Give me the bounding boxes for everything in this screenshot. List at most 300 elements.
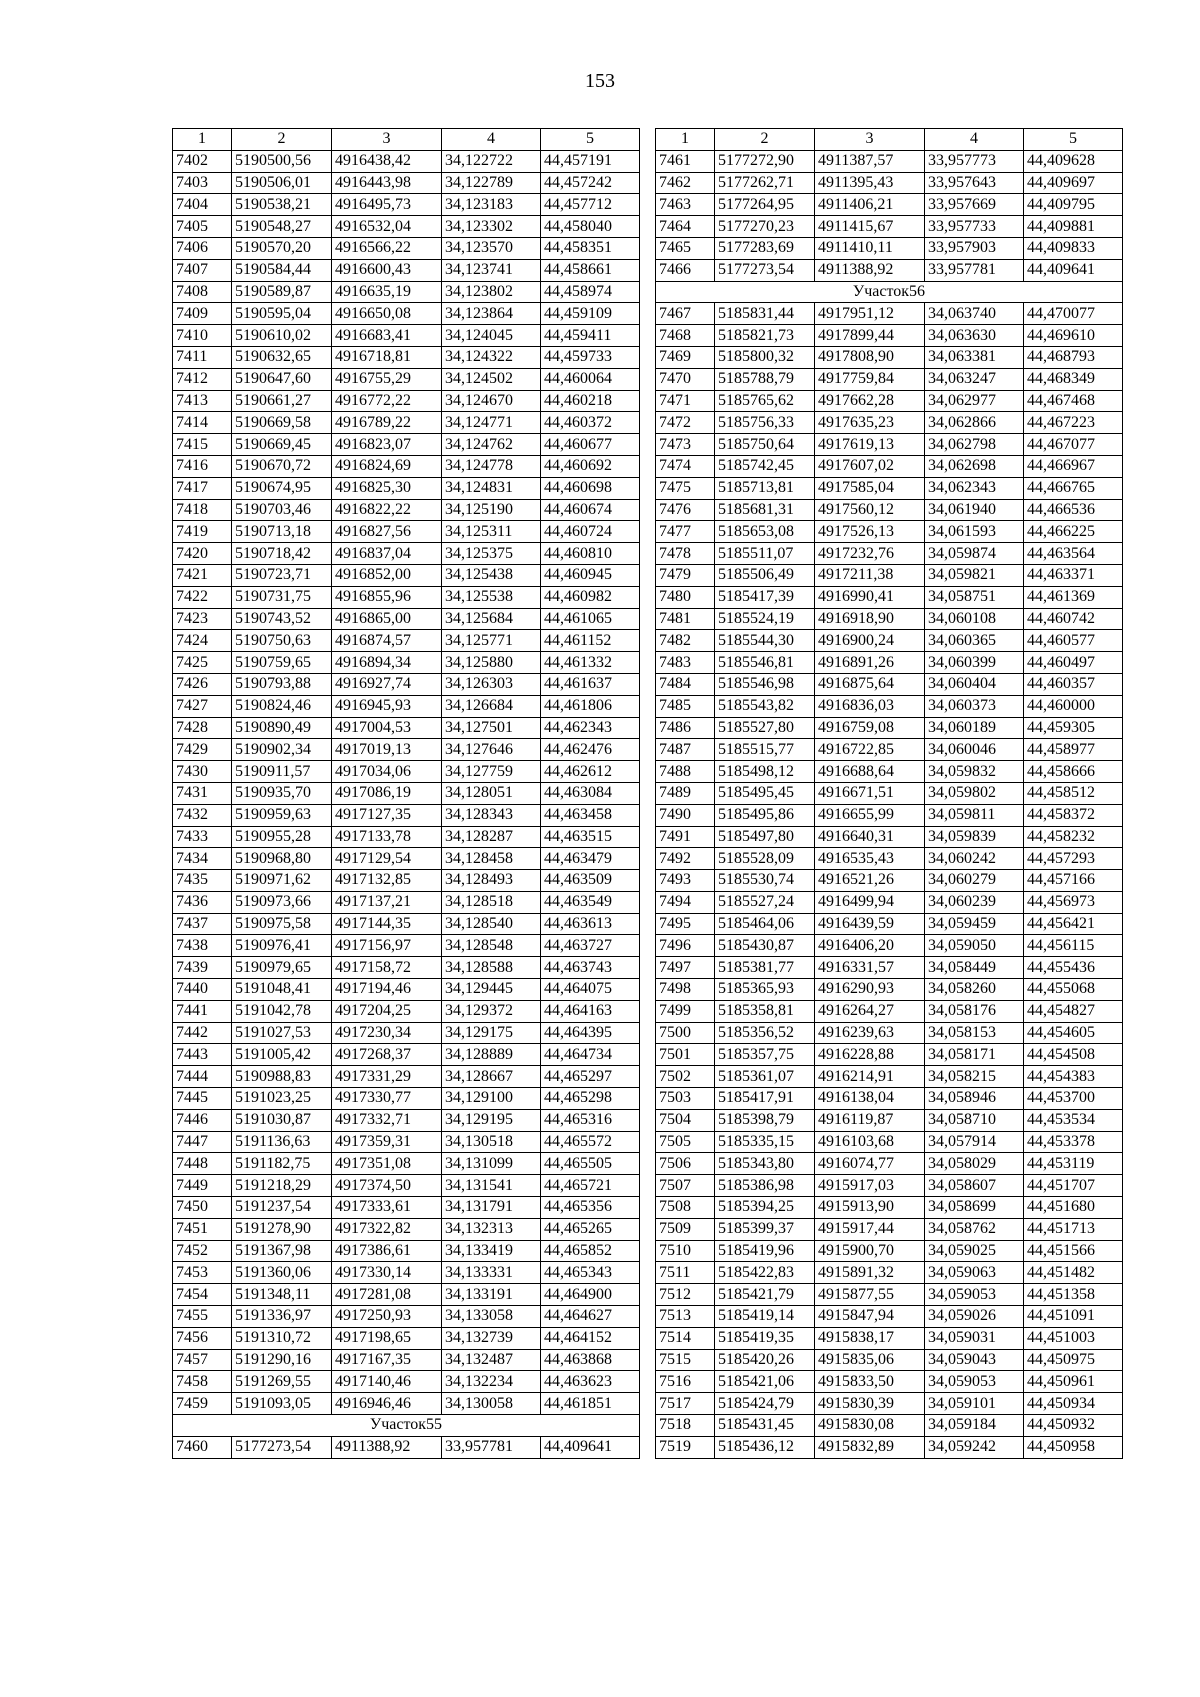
table-cell: 7410 xyxy=(173,325,232,347)
table-cell: 5185653,08 xyxy=(715,521,815,543)
table-cell: 5185424,79 xyxy=(715,1393,815,1415)
table-cell: 4917211,38 xyxy=(815,564,925,586)
table-cell: 44,463727 xyxy=(541,935,640,957)
table-cell: 4915830,08 xyxy=(815,1415,925,1437)
table-cell: 5190703,46 xyxy=(232,499,332,521)
table-row xyxy=(173,891,640,913)
table-row xyxy=(656,194,1123,216)
table-cell: 4916836,03 xyxy=(815,695,925,717)
table-cell: 4917330,77 xyxy=(332,1088,442,1110)
table-cell: 4917019,13 xyxy=(332,739,442,761)
table-cell: 7413 xyxy=(173,390,232,412)
table-cell: 4916074,77 xyxy=(815,1153,925,1175)
table-cell: 7448 xyxy=(173,1153,232,1175)
table-cell: 5190500,56 xyxy=(232,150,332,172)
table-cell: 5190911,57 xyxy=(232,761,332,783)
table-row xyxy=(173,150,640,172)
column-header: 2 xyxy=(232,129,332,151)
table-cell: 5190584,44 xyxy=(232,259,332,281)
table-cell: 5191360,06 xyxy=(232,1262,332,1284)
table-cell: 44,458977 xyxy=(1024,739,1123,761)
table-cell: 5191023,25 xyxy=(232,1088,332,1110)
table-cell: 44,465298 xyxy=(541,1088,640,1110)
table-cell: 7430 xyxy=(173,761,232,783)
table-cell: 5190506,01 xyxy=(232,172,332,194)
table-cell: 44,409628 xyxy=(1024,150,1123,172)
table-cell: 5190976,41 xyxy=(232,935,332,957)
table-cell: 44,457293 xyxy=(1024,848,1123,870)
table-cell: 4916946,46 xyxy=(332,1393,442,1415)
table-cell: 7481 xyxy=(656,608,715,630)
table-cell: 34,128458 xyxy=(442,848,541,870)
table-cell: 44,450961 xyxy=(1024,1371,1123,1393)
table-cell: 34,133419 xyxy=(442,1240,541,1262)
table-cell: 34,128889 xyxy=(442,1044,541,1066)
table-cell: 5185495,86 xyxy=(715,804,815,826)
table-cell: 34,058751 xyxy=(925,586,1024,608)
table-row xyxy=(656,739,1123,761)
table-cell: 4916439,59 xyxy=(815,913,925,935)
table-row xyxy=(173,717,640,739)
table-row xyxy=(656,390,1123,412)
table-row xyxy=(656,237,1123,259)
table-cell: 5177270,23 xyxy=(715,216,815,238)
table-cell: 34,061940 xyxy=(925,499,1024,521)
table-cell: 34,124831 xyxy=(442,477,541,499)
table-cell: 7471 xyxy=(656,390,715,412)
table-row xyxy=(173,499,640,521)
table-cell: 34,122722 xyxy=(442,150,541,172)
table-cell: 34,125190 xyxy=(442,499,541,521)
table-cell: 5190632,65 xyxy=(232,346,332,368)
table-cell: 34,059874 xyxy=(925,543,1024,565)
table-cell: 5191237,54 xyxy=(232,1197,332,1219)
table-cell: 34,125311 xyxy=(442,521,541,543)
table-cell: 44,460064 xyxy=(541,368,640,390)
table-cell: 4916521,26 xyxy=(815,870,925,892)
table-cell: 4916722,85 xyxy=(815,739,925,761)
table-cell: 34,059050 xyxy=(925,935,1024,957)
table-cell: 44,457166 xyxy=(1024,870,1123,892)
table-cell: 5185419,35 xyxy=(715,1327,815,1349)
table-row xyxy=(173,194,640,216)
table-row xyxy=(173,979,640,1001)
table-cell: 44,451707 xyxy=(1024,1175,1123,1197)
table-row xyxy=(656,608,1123,630)
table-cell: 4916759,08 xyxy=(815,717,925,739)
table-cell: 7501 xyxy=(656,1044,715,1066)
table-cell: 4917330,14 xyxy=(332,1262,442,1284)
table-cell: 44,453119 xyxy=(1024,1153,1123,1175)
table-row xyxy=(173,673,640,695)
table-cell: 5185419,96 xyxy=(715,1240,815,1262)
table-cell: 44,460218 xyxy=(541,390,640,412)
table-cell: 44,465343 xyxy=(541,1262,640,1284)
table-cell: 44,462343 xyxy=(541,717,640,739)
table-row xyxy=(173,913,640,935)
table-cell: 44,454605 xyxy=(1024,1022,1123,1044)
table-cell: 7515 xyxy=(656,1349,715,1371)
table-cell: 34,059811 xyxy=(925,804,1024,826)
table-cell: 5185831,44 xyxy=(715,303,815,325)
table-row xyxy=(656,499,1123,521)
table-cell: 7418 xyxy=(173,499,232,521)
table-cell: 7492 xyxy=(656,848,715,870)
table-cell: 7424 xyxy=(173,630,232,652)
table-cell: 44,463509 xyxy=(541,870,640,892)
table-cell: 4917144,35 xyxy=(332,913,442,935)
table-cell: 44,450934 xyxy=(1024,1393,1123,1415)
table-cell: 7432 xyxy=(173,804,232,826)
table-cell: 34,124322 xyxy=(442,346,541,368)
table-cell: 44,465356 xyxy=(541,1197,640,1219)
table-cell: 5185713,81 xyxy=(715,477,815,499)
table-cell: 34,060279 xyxy=(925,870,1024,892)
table-cell: 44,451003 xyxy=(1024,1327,1123,1349)
table-row xyxy=(173,1349,640,1371)
table-cell: 34,124670 xyxy=(442,390,541,412)
table-row xyxy=(656,804,1123,826)
table-cell: 5185530,74 xyxy=(715,870,815,892)
table-cell: 7431 xyxy=(173,782,232,804)
table-cell: 7415 xyxy=(173,434,232,456)
table-cell: 44,463743 xyxy=(541,957,640,979)
table-cell: 7427 xyxy=(173,695,232,717)
table-cell: 33,957781 xyxy=(925,259,1024,281)
table-cell: 34,062866 xyxy=(925,412,1024,434)
table-cell: 44,458040 xyxy=(541,216,640,238)
table-cell: 7516 xyxy=(656,1371,715,1393)
table-row xyxy=(656,455,1123,477)
table-cell: 4916755,29 xyxy=(332,368,442,390)
table-row xyxy=(656,717,1123,739)
table-cell: 44,456973 xyxy=(1024,891,1123,913)
table-row xyxy=(656,1022,1123,1044)
table-cell: 34,128518 xyxy=(442,891,541,913)
table-cell: 5191269,55 xyxy=(232,1371,332,1393)
table-cell: 34,124771 xyxy=(442,412,541,434)
table-cell: 44,463549 xyxy=(541,891,640,913)
table-row xyxy=(656,216,1123,238)
table-cell: 34,060404 xyxy=(925,673,1024,695)
table-cell: 7480 xyxy=(656,586,715,608)
table-cell: 34,124045 xyxy=(442,325,541,347)
table-cell: 4916566,22 xyxy=(332,237,442,259)
table-row xyxy=(656,303,1123,325)
table-cell: 5190670,72 xyxy=(232,455,332,477)
table-cell: 34,122789 xyxy=(442,172,541,194)
table-cell: 5185800,32 xyxy=(715,346,815,368)
table-cell: 34,062698 xyxy=(925,455,1024,477)
table-cell: 33,957733 xyxy=(925,216,1024,238)
table-cell: 7423 xyxy=(173,608,232,630)
section-title: Участок55 xyxy=(173,1415,640,1437)
table-cell: 5190718,42 xyxy=(232,543,332,565)
table-cell: 34,128287 xyxy=(442,826,541,848)
table-cell: 4916823,07 xyxy=(332,434,442,456)
table-cell: 7478 xyxy=(656,543,715,565)
table-cell: 7444 xyxy=(173,1066,232,1088)
table-cell: 4916789,22 xyxy=(332,412,442,434)
table-row xyxy=(173,1066,640,1088)
table-row xyxy=(656,150,1123,172)
table-cell: 7457 xyxy=(173,1349,232,1371)
table-cell: 5190793,88 xyxy=(232,673,332,695)
table-cell: 34,058029 xyxy=(925,1153,1024,1175)
table-cell: 7505 xyxy=(656,1131,715,1153)
table-cell: 34,126684 xyxy=(442,695,541,717)
table-row xyxy=(656,1218,1123,1240)
table-cell: 7443 xyxy=(173,1044,232,1066)
table-cell: 4917808,90 xyxy=(815,346,925,368)
table-cell: 34,125538 xyxy=(442,586,541,608)
table-cell: 5190975,58 xyxy=(232,913,332,935)
table-cell: 44,451566 xyxy=(1024,1240,1123,1262)
table-cell: 34,058762 xyxy=(925,1218,1024,1240)
table-cell: 34,126303 xyxy=(442,673,541,695)
table-row xyxy=(173,1284,640,1306)
table-row xyxy=(656,1327,1123,1349)
table-cell: 34,129100 xyxy=(442,1088,541,1110)
table-cell: 34,131541 xyxy=(442,1175,541,1197)
table-cell: 44,458512 xyxy=(1024,782,1123,804)
table-row xyxy=(656,368,1123,390)
table-cell: 4911406,21 xyxy=(815,194,925,216)
table-cell: 4917137,21 xyxy=(332,891,442,913)
table-cell: 34,063630 xyxy=(925,325,1024,347)
table-cell: 44,461851 xyxy=(541,1393,640,1415)
table-cell: 7409 xyxy=(173,303,232,325)
table-cell: 44,463623 xyxy=(541,1371,640,1393)
table-cell: 4916103,68 xyxy=(815,1131,925,1153)
table-cell: 4915847,94 xyxy=(815,1306,925,1328)
table-row xyxy=(656,630,1123,652)
table-row xyxy=(656,586,1123,608)
table-cell: 34,059101 xyxy=(925,1393,1024,1415)
table-row xyxy=(173,564,640,586)
table-row xyxy=(656,543,1123,565)
table-cell: 4916499,94 xyxy=(815,891,925,913)
table-row xyxy=(173,368,640,390)
table-cell: 4917359,31 xyxy=(332,1131,442,1153)
table-cell: 44,454383 xyxy=(1024,1066,1123,1088)
table-row xyxy=(656,1393,1123,1415)
table-cell: 34,133331 xyxy=(442,1262,541,1284)
table-cell: 34,058946 xyxy=(925,1088,1024,1110)
table-cell: 4917899,44 xyxy=(815,325,925,347)
table-cell: 7510 xyxy=(656,1240,715,1262)
table-cell: 7446 xyxy=(173,1109,232,1131)
table-cell: 34,128343 xyxy=(442,804,541,826)
table-cell: 4916438,42 xyxy=(332,150,442,172)
table-cell: 4915838,17 xyxy=(815,1327,925,1349)
table-cell: 44,460372 xyxy=(541,412,640,434)
section-row xyxy=(656,281,1123,303)
table-cell: 5191136,63 xyxy=(232,1131,332,1153)
table-cell: 4915913,90 xyxy=(815,1197,925,1219)
table-cell: 4916640,31 xyxy=(815,826,925,848)
table-cell: 5190610,02 xyxy=(232,325,332,347)
table-cell: 4917167,35 xyxy=(332,1349,442,1371)
table-row xyxy=(656,782,1123,804)
table-cell: 7475 xyxy=(656,477,715,499)
table-cell: 4917194,46 xyxy=(332,979,442,1001)
table-cell: 44,451680 xyxy=(1024,1197,1123,1219)
table-cell: 44,409641 xyxy=(1024,259,1123,281)
table-cell: 7451 xyxy=(173,1218,232,1240)
table-row xyxy=(173,390,640,412)
table-cell: 4916635,19 xyxy=(332,281,442,303)
table-cell: 4916822,22 xyxy=(332,499,442,521)
column-header: 3 xyxy=(332,129,442,151)
table-cell: 34,058699 xyxy=(925,1197,1024,1219)
table-cell: 4916852,00 xyxy=(332,564,442,586)
table-cell: 44,460742 xyxy=(1024,608,1123,630)
table-cell: 4911387,57 xyxy=(815,150,925,172)
table-cell: 44,461152 xyxy=(541,630,640,652)
table-row xyxy=(656,1153,1123,1175)
table-cell: 7466 xyxy=(656,259,715,281)
table-cell: 4916772,22 xyxy=(332,390,442,412)
table-cell: 7474 xyxy=(656,455,715,477)
table-cell: 5185357,75 xyxy=(715,1044,815,1066)
table-cell: 34,128540 xyxy=(442,913,541,935)
table-cell: 7508 xyxy=(656,1197,715,1219)
table-row xyxy=(173,1022,640,1044)
table-cell: 5185544,30 xyxy=(715,630,815,652)
table-cell: 44,464075 xyxy=(541,979,640,1001)
table-cell: 5185543,82 xyxy=(715,695,815,717)
table-cell: 44,451358 xyxy=(1024,1284,1123,1306)
table-cell: 4916683,41 xyxy=(332,325,442,347)
table-cell: 34,060046 xyxy=(925,739,1024,761)
table-cell: 44,460677 xyxy=(541,434,640,456)
table-row xyxy=(173,1240,640,1262)
table-row xyxy=(656,1240,1123,1262)
table-row xyxy=(173,1088,640,1110)
table-row xyxy=(656,826,1123,848)
table-cell: 5185421,06 xyxy=(715,1371,815,1393)
table-cell: 44,456421 xyxy=(1024,913,1123,935)
table-cell: 34,060239 xyxy=(925,891,1024,913)
table-cell: 44,457712 xyxy=(541,194,640,216)
table-cell: 34,132487 xyxy=(442,1349,541,1371)
table-cell: 44,464900 xyxy=(541,1284,640,1306)
table-cell: 34,059832 xyxy=(925,761,1024,783)
table-cell: 4915832,89 xyxy=(815,1436,925,1458)
table-cell: 44,468793 xyxy=(1024,346,1123,368)
table-cell: 34,060242 xyxy=(925,848,1024,870)
table-cell: 4917230,34 xyxy=(332,1022,442,1044)
table-cell: 34,059031 xyxy=(925,1327,1024,1349)
table-cell: 5190743,52 xyxy=(232,608,332,630)
table-cell: 5185430,87 xyxy=(715,935,815,957)
table-cell: 5185515,77 xyxy=(715,739,815,761)
table-cell: 4917281,08 xyxy=(332,1284,442,1306)
table-cell: 7468 xyxy=(656,325,715,347)
table-cell: 4917585,04 xyxy=(815,477,925,499)
table-cell: 34,123741 xyxy=(442,259,541,281)
table-row xyxy=(656,1371,1123,1393)
table-cell: 4916406,20 xyxy=(815,935,925,957)
table-row xyxy=(173,1197,640,1219)
table-cell: 7464 xyxy=(656,216,715,238)
table-cell: 5191005,42 xyxy=(232,1044,332,1066)
table-cell: 44,468349 xyxy=(1024,368,1123,390)
table-cell: 5185358,81 xyxy=(715,1000,815,1022)
table-cell: 34,059053 xyxy=(925,1284,1024,1306)
table-cell: 7470 xyxy=(656,368,715,390)
table-cell: 34,127646 xyxy=(442,739,541,761)
table-cell: 7517 xyxy=(656,1393,715,1415)
table-row xyxy=(656,172,1123,194)
table-cell: 4917351,08 xyxy=(332,1153,442,1175)
table-row xyxy=(173,1153,640,1175)
table-cell: 4916138,04 xyxy=(815,1088,925,1110)
table-cell: 44,459411 xyxy=(541,325,640,347)
table-cell: 4917158,72 xyxy=(332,957,442,979)
table-cell: 4916927,74 xyxy=(332,673,442,695)
table-cell: 5190979,65 xyxy=(232,957,332,979)
table-row xyxy=(173,346,640,368)
table-row xyxy=(656,652,1123,674)
table-row xyxy=(173,782,640,804)
table-cell: 4916918,90 xyxy=(815,608,925,630)
table-cell: 44,450975 xyxy=(1024,1349,1123,1371)
table-cell: 7484 xyxy=(656,673,715,695)
table-cell: 44,465316 xyxy=(541,1109,640,1131)
table-cell: 33,957669 xyxy=(925,194,1024,216)
table-cell: 7421 xyxy=(173,564,232,586)
table-cell: 5185356,52 xyxy=(715,1022,815,1044)
table-cell: 5185420,26 xyxy=(715,1349,815,1371)
table-cell: 44,451482 xyxy=(1024,1262,1123,1284)
table-cell: 5185750,64 xyxy=(715,434,815,456)
table-cell: 34,124762 xyxy=(442,434,541,456)
table-cell: 34,128493 xyxy=(442,870,541,892)
table-cell: 34,058171 xyxy=(925,1044,1024,1066)
table-cell: 34,059242 xyxy=(925,1436,1024,1458)
table-cell: 7438 xyxy=(173,935,232,957)
table-cell: 5185417,91 xyxy=(715,1088,815,1110)
table-cell: 44,409833 xyxy=(1024,237,1123,259)
table-cell: 34,059053 xyxy=(925,1371,1024,1393)
table-row xyxy=(656,761,1123,783)
table-row xyxy=(173,1218,640,1240)
table-cell: 5185335,15 xyxy=(715,1131,815,1153)
table-cell: 4916945,93 xyxy=(332,695,442,717)
table-row xyxy=(656,935,1123,957)
table-cell: 7417 xyxy=(173,477,232,499)
table-row xyxy=(173,412,640,434)
table-cell: 7441 xyxy=(173,1000,232,1022)
table-cell: 44,467077 xyxy=(1024,434,1123,456)
table-cell: 44,465721 xyxy=(541,1175,640,1197)
table-cell: 5190759,65 xyxy=(232,652,332,674)
table-cell: 5190973,66 xyxy=(232,891,332,913)
table-cell: 7407 xyxy=(173,259,232,281)
table-cell: 44,466536 xyxy=(1024,499,1123,521)
table-cell: 5190669,58 xyxy=(232,412,332,434)
table-cell: 4911388,92 xyxy=(815,259,925,281)
table-row xyxy=(656,1109,1123,1131)
table-cell: 5185419,14 xyxy=(715,1306,815,1328)
table-cell: 33,957643 xyxy=(925,172,1024,194)
table-cell: 4916228,88 xyxy=(815,1044,925,1066)
table-cell: 44,457191 xyxy=(541,150,640,172)
table-cell: 5190971,62 xyxy=(232,870,332,892)
table-cell: 44,465572 xyxy=(541,1131,640,1153)
